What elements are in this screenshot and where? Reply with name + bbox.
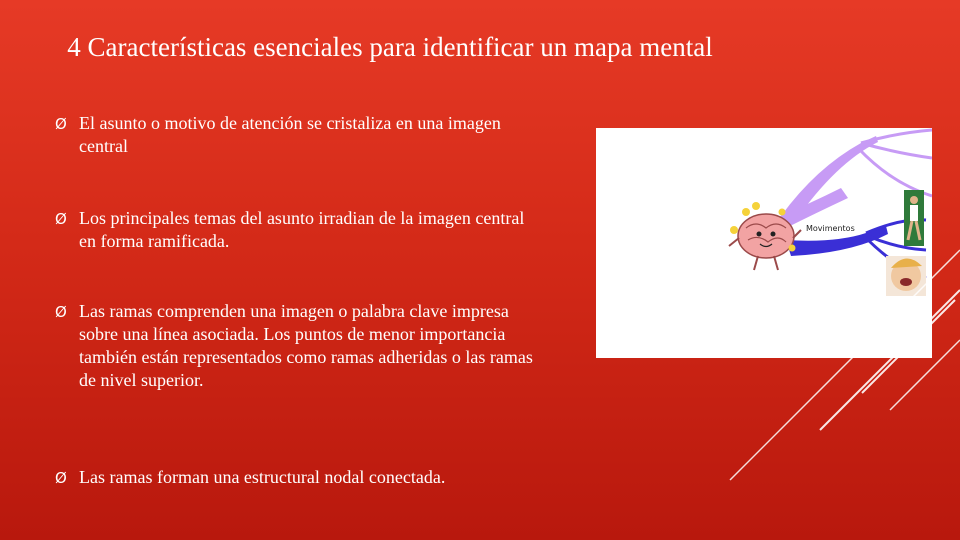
- bullet-text: Las ramas comprenden una imagen o palabra clave impresa sobre una línea asociada. Los puntos de menor importancia también están representados como ramas adheridas o las ramas de nivel superior.: [79, 301, 533, 390]
- bullet-text: Las ramas forman una estructural nodal conectada.: [79, 467, 446, 487]
- slide-title: 4 Características esenciales para identificar un mapa mental: [67, 32, 713, 62]
- arrow-bullet-icon: Ø: [55, 303, 67, 321]
- branch-label: Movimentos: [806, 224, 855, 233]
- arrow-bullet-icon: Ø: [55, 210, 67, 228]
- bullet-text: Los principales temas del asunto irradian de la imagen central en forma ramificada.: [79, 208, 525, 251]
- arrow-bullet-icon: Ø: [55, 115, 67, 133]
- bullet-text: El asunto o motivo de atención se cristaliza en una imagen central: [79, 113, 501, 156]
- arrow-bullet-icon: Ø: [55, 469, 67, 487]
